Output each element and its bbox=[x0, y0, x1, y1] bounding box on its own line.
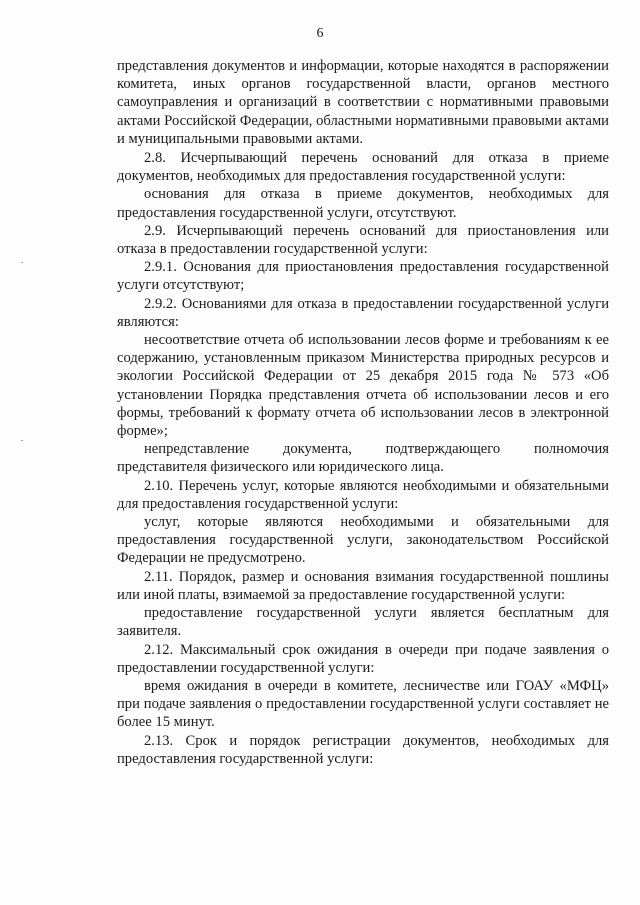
paragraph: время ожидания в очереди в комитете, лесничестве или ГОАУ «МФЦ» при подаче заявления о предоставлении государственной услуги составляет не более 15 минут. bbox=[117, 677, 609, 731]
paragraph: 2.12. Максимальный срок ожидания в очереди при подаче заявления о предоставлении государственной услуги: bbox=[117, 641, 609, 676]
document-body bbox=[117, 57, 609, 768]
page-number: 6 bbox=[316, 26, 324, 41]
paragraph: представления документов и информации, которые находятся в распоряжении комитета, иных органов государственной власти, органов местного самоуправления и организаций в соответствии с нормативными правовыми актами Российской Федерации, областными нормативными правовыми актами и муниципальными правовыми актами. bbox=[117, 58, 609, 147]
paragraph: 2.11. Порядок, размер и основания взимания государственной пошлины или иной платы, взимаемой за предоставление государственной услуги: bbox=[117, 568, 609, 603]
paragraph: 2.9. Исчерпывающий перечень оснований для приостановления или отказа в предоставлении государственной услуги: bbox=[117, 222, 609, 258]
paragraph: 2.9.1. Основания для приостановления предоставления государственной услуги отсутствуют; bbox=[117, 259, 609, 294]
paragraph: услуг, которые являются необходимыми и обязательными для предоставления государственной услуги, законодательством Российской Федерации не предусмотрено. bbox=[117, 514, 609, 567]
paragraph: несоответствие отчета об использовании лесов форме и требованиям к ее содержанию, установленным приказом Министерства природных ресурсов и экологии Российской Федерации от 25 декабря 2015 года № 573 «Об установлении Порядка представления отчета об использовании лесов и его формы, требований к формату отчета об использовании лесов в электронной форме»; bbox=[117, 332, 609, 440]
scan-mark bbox=[21, 440, 23, 441]
scan-mark bbox=[21, 262, 23, 263]
paragraph: непредставление документа, подтверждающего полномочия представителя физического или юридического лица. bbox=[117, 441, 609, 476]
paragraph: 2.10. Перечень услуг, которые являются необходимыми и обязательными для предоставления государственной услуги: bbox=[117, 477, 609, 512]
paragraph: предоставление государственной услуги является бесплатным для заявителя. bbox=[117, 605, 609, 640]
paragraph: 2.9.2. Основаниями для отказа в предоставлении государственной услуги являются: bbox=[117, 295, 609, 330]
paragraph: 2.13. Срок и порядок регистрации документов, необходимых для предоставления государственной услуги: bbox=[117, 732, 609, 767]
paragraph: основания для отказа в приеме документов, необходимых для предоставления государственной услуги, отсутствуют. bbox=[117, 186, 609, 221]
paragraph: 2.8. Исчерпывающий перечень оснований для отказа в приеме документов, необходимых для предоставления государственной услуги: bbox=[117, 150, 609, 185]
